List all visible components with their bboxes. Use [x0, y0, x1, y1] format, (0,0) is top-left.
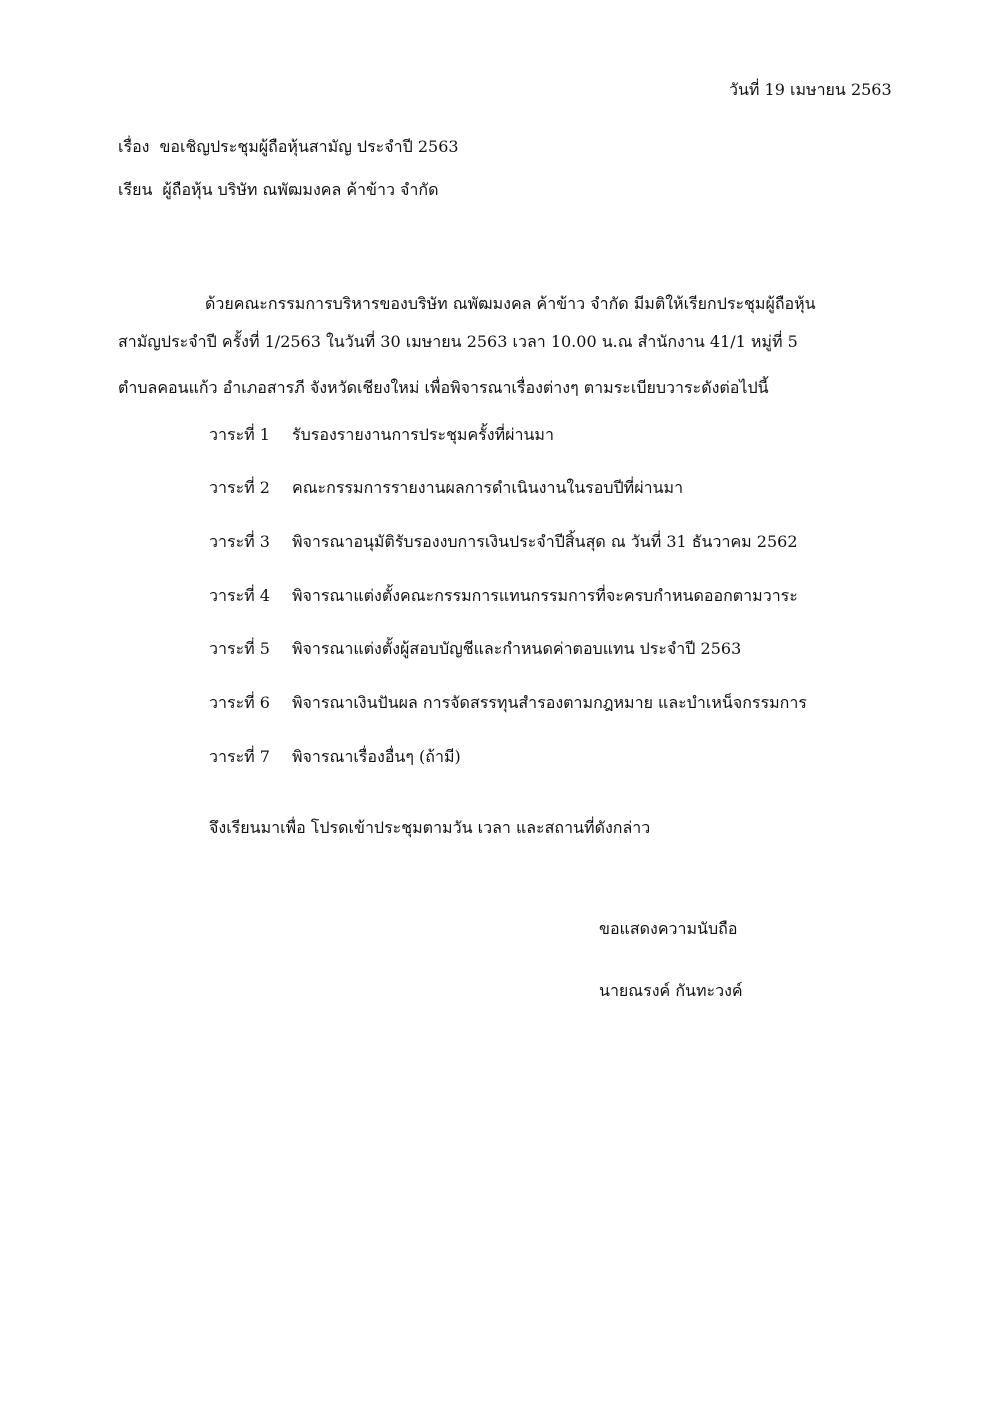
agenda-number: วาระที่ 5	[209, 639, 270, 658]
letter-date: วันที่ 19 เมษายน 2563	[729, 80, 892, 99]
agenda-item-7	[209, 747, 461, 767]
agenda-text: พิจารณาเงินปันผล การจัดสรรทุนสำรองตามกฎหมาย และบำเหน็จกรรมการ	[292, 693, 807, 712]
agenda-number: วาระที่ 6	[209, 693, 270, 712]
agenda-item-4	[209, 586, 798, 606]
body-paragraph-line-1: ด้วยคณะกรรมการบริหารของบริษัท ณพัฒมงคล ค้าข้าว จำกัด มีมติให้เรียกประชุมผู้ถือหุ้น	[205, 294, 816, 313]
agenda-text: รับรองรายงานการประชุมครั้งที่ผ่านมา	[292, 425, 554, 444]
signatory-name: นายณรงค์ กันทะวงค์	[599, 981, 743, 1000]
agenda-item-6	[209, 693, 807, 713]
agenda-item-1	[209, 425, 554, 445]
agenda-text: พิจารณาแต่งตั้งผู้สอบบัญชีและกำหนดค่าตอบแทน ประจำปี 2563	[292, 639, 742, 658]
salutation-text: ผู้ถือหุ้น บริษัท ณพัฒมงคล ค้าข้าว จำกัด	[162, 180, 439, 199]
agenda-number: วาระที่ 7	[209, 747, 270, 766]
complimentary-close: ขอแสดงความนับถือ	[599, 919, 738, 938]
agenda-text: พิจารณาอนุมัติรับรองงบการเงินประจำปีสิ้นสุด ณ วันที่ 31 ธันวาคม 2562	[292, 532, 798, 551]
agenda-number: วาระที่ 1	[209, 425, 270, 444]
agenda-item-3	[209, 532, 798, 552]
agenda-text: พิจารณาแต่งตั้งคณะกรรมการแทนกรรมการที่จะครบกำหนดออกตามวาระ	[292, 586, 798, 605]
agenda-number: วาระที่ 2	[209, 478, 270, 497]
agenda-number: วาระที่ 3	[209, 532, 270, 551]
body-paragraph-line-3: ตำบลคอนแก้ว อำเภอสารภี จังหวัดเชียงใหม่ เพื่อพิจารณาเรื่องต่างๆ ตามระเบียบวาระดังต่อไปนี้	[118, 378, 769, 397]
agenda-text: พิจารณาเรื่องอื่นๆ (ถ้ามี)	[292, 747, 461, 766]
subject-text: ขอเชิญประชุมผู้ถือหุ้นสามัญ ประจำปี 2563	[159, 137, 459, 156]
agenda-text: คณะกรรมการรายงานผลการดำเนินงานในรอบปีที่ผ่านมา	[292, 478, 684, 497]
body-paragraph-line-2: สามัญประจำปี ครั้งที่ 1/2563 ในวันที่ 30 เมษายน 2563 เวลา 10.00 น.ณ สำนักงาน 41/1 หมู่ที่ 5	[118, 332, 798, 351]
subject-line	[118, 137, 459, 157]
closing-sentence: จึงเรียนมาเพื่อ โปรดเข้าประชุมตามวัน เวลา และสถานที่ดังกล่าว	[209, 818, 651, 837]
agenda-item-5	[209, 639, 741, 659]
salutation-label: เรียน	[118, 180, 153, 199]
salutation-line	[118, 180, 438, 200]
subject-label: เรื่อง	[118, 137, 150, 156]
agenda-item-2	[209, 478, 683, 498]
agenda-number: วาระที่ 4	[209, 586, 270, 605]
